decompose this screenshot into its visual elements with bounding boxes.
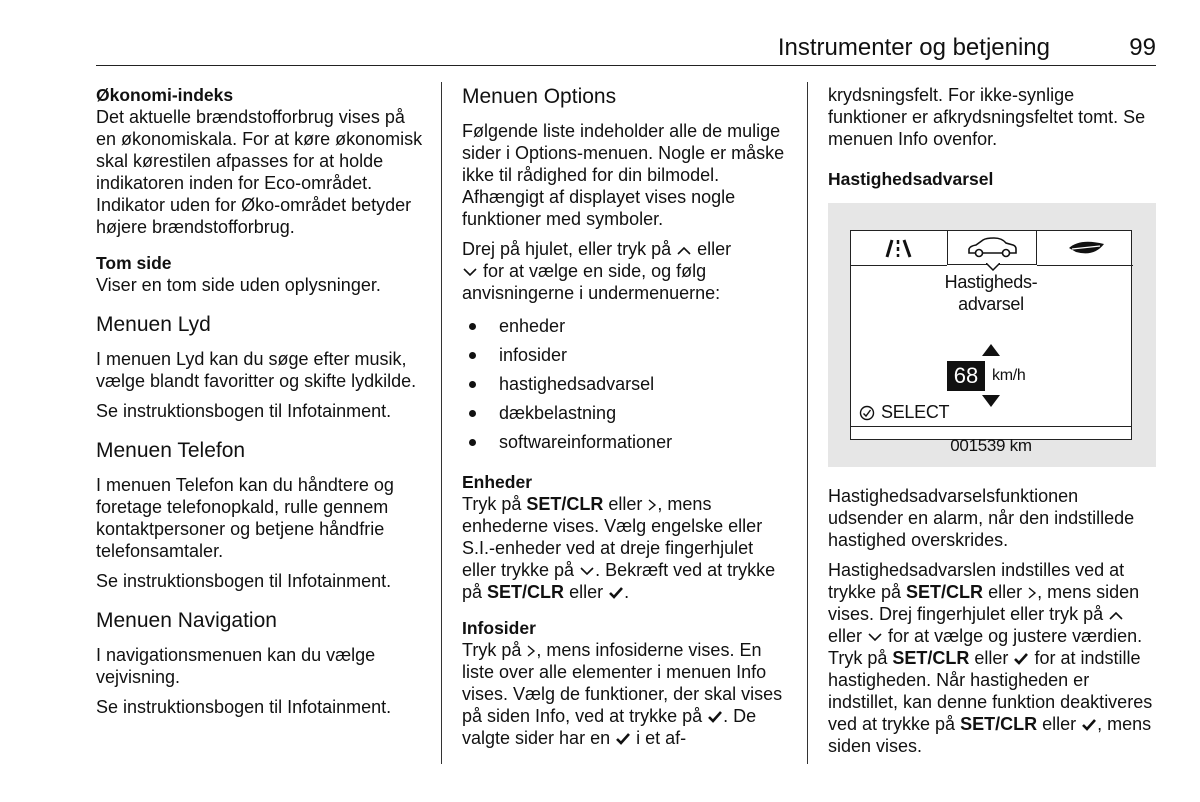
text: , mens siden vises. [828,714,1152,756]
chevron-down-icon [867,631,883,643]
text: eller [1042,714,1077,734]
section-heading-hastighedsadvarsel: Hastighedsadvarsel [828,169,994,189]
checkmark-icon [1081,719,1097,731]
list-item [462,341,792,370]
column-3-lower [828,485,1158,765]
column-divider-1 [441,82,442,764]
bullet [469,323,476,330]
heading-menuen-telefon: Menuen Telefon [96,439,246,462]
paragraph-hastighed-1: Hastighedsadvarselsfunktionen udsender en alarm, når den indstillede hastighed overskrides. [828,486,1135,550]
text: Tryk på [462,494,522,514]
page-number: 99 [1129,34,1156,61]
list-item-label: hastighedsadvarsel [499,374,655,394]
chevron-right-icon [1027,587,1037,599]
leaf-icon [1066,238,1108,258]
chevron-up-icon [1108,609,1124,621]
setclr-label: SET/CLR [960,714,1038,734]
display-illustration [828,203,1156,467]
column-3 [828,84,1158,190]
list-item-label: infosider [499,345,568,365]
list-item-label: enheder [499,316,566,336]
paragraph-hastighed-2 [828,559,1158,757]
tab-underline [1037,265,1133,266]
display-title [851,271,1131,315]
chevron-right-icon [526,645,536,657]
text: Drej på hjulet, eller tryk på [462,239,672,259]
checkmark-icon [707,711,723,723]
chevron-up-icon [676,244,692,256]
text: eller [988,582,1023,602]
display-title-line: Hastigheds- [944,272,1038,292]
paragraph-navigation: I navigationsmenuen kan du vælge vejvisning. [96,645,376,687]
paragraph-lyd-ref: Se instruktionsbogen til Infotainment. [96,401,392,421]
paragraph-infosider [462,639,792,749]
tab-pointer [986,263,1000,271]
bullet [469,439,476,446]
checkmark-icon [608,587,624,599]
paragraph-oekonomi: Det aktuelle brændstofforbrug vises på en økonomiskala. For at køre økonomisk skal kørestilen afpasses for at holde indikatoren inden for Eco-området. Indikator uden for Øko-området betyder højere brændstofforbrug. [96,107,423,237]
paragraph-tom-side: Viser en tom side uden oplysninger. [96,275,381,295]
select-label: SELECT [881,402,950,422]
text: eller [974,648,1009,668]
section-heading-infosider: Infosider [462,618,536,638]
speed-unit: km/h [992,367,1026,384]
paragraph-telefon-ref: Se instruktionsbogen til Infotainment. [96,571,392,591]
section-heading-oekonomi: Økonomi-indeks [96,85,234,105]
text: krydsningsfelt. For ikke-synlige funktioner er afkrydsningsfeltet tomt. Se [828,85,1146,127]
column-2 [462,84,792,757]
odometer-divider [851,426,1131,427]
section-heading-tom-side: Tom side [96,253,172,273]
arrow-down-icon [982,395,1000,407]
paragraph-turn-wheel [462,238,792,304]
text: eller [828,626,863,646]
text: Tryk på [462,640,522,660]
speed-value: 68 [947,361,985,391]
eco-tab [1057,231,1117,265]
list-item [462,312,792,341]
check-circle-icon [859,405,875,421]
text: Hastighedsadvarslen indstilles ved at trykke på [828,560,1125,602]
paragraph-telefon: I menuen Telefon kan du håndtere og foretage telefonopkald, rulle gennem kontaktpersoner og betjene håndfrie telefonsamtaler. [96,475,394,561]
heading-menuen-navigation: Menuen Navigation [96,609,277,632]
list-item [462,428,792,457]
paragraph-navigation-ref: Se instruktionsbogen til Infotainment. [96,697,392,717]
list-item-label: softwareinformationer [499,432,673,452]
setclr-label: SET/CLR [526,494,604,514]
text: eller [569,582,604,602]
instrument-display [850,230,1132,455]
bullet [469,352,476,359]
header-divider [96,65,1156,66]
text: for at vælge og justere værdien. Tryk på [828,626,1143,668]
odometer-readout: 001539 km [950,436,1032,455]
list-item-label: dækbelastning [499,403,617,423]
text: for at indstille hastigheden. Når hastigheden er indstillet, kan denne funktion deaktiveres ved at trykke på [828,648,1153,734]
checkmark-icon [615,733,631,745]
text: , mens enhederne vises. Vælg engelske eller S.I.-enheder ved at dreje fingerhjulet eller trykke på [462,494,763,580]
heading-menuen-options: Menuen Options [462,85,617,108]
text: i et af- [636,728,687,748]
tab-underline [851,265,947,266]
page-header-title: Instrumenter og betjening [777,34,1050,61]
chevron-down-icon [462,266,478,278]
list-item [462,399,792,428]
list-item [462,370,792,399]
setclr-label: SET/CLR [906,582,984,602]
display-title-line: advarsel [958,294,1024,314]
column-1 [96,84,428,726]
paragraph-options: Følgende liste indeholder alle de mulige sider i Options-menuen. Nogle er måske ikke til rådighed for din bilmodel. Afhængigt af displayet vises nogle funktioner med symboler. [462,121,785,229]
section-heading-enheder: Enheder [462,472,533,492]
chevron-right-icon [647,499,657,511]
options-list [462,312,792,457]
arrow-up-icon [982,344,1000,356]
text: . De valgte sider har en [462,706,757,748]
bullet [469,381,476,388]
road-lanes-tab [873,231,923,265]
paragraph-lyd: I menuen Lyd kan du søge efter musik, vælge blandt favoritter og skifte lydkilde. [96,349,417,391]
paragraph-continuation [828,84,1158,150]
text: for at vælge en side, og følg anvisningerne i undermenuerne: [462,261,721,303]
heading-menuen-lyd: Menuen Lyd [96,313,211,336]
text: . Bekræft ved at trykke på [462,560,776,602]
setclr-label: SET/CLR [892,648,970,668]
road-lanes-icon [876,237,920,259]
text: , mens siden vises. Drej fingerhjulet eller tryk på [828,582,1140,624]
text: , mens infosiderne vises. En liste over alle elementer i menuen Info vises. Vælg de funktioner, der skal vises på siden Info, ved at trykke på [462,640,783,726]
vehicle-tab [947,231,1037,265]
text: eller [697,239,732,259]
select-prompt [859,402,949,423]
paragraph-enheder [462,493,792,603]
text: . [624,582,630,602]
checkmark-icon [1013,653,1029,665]
text: eller [608,494,643,514]
car-icon [964,237,1020,259]
text: ovenfor. [933,129,998,149]
bullet [469,410,476,417]
setclr-label: SET/CLR [487,582,565,602]
chevron-down-icon [579,565,595,577]
menu-info-reference: menuen Info [828,129,929,149]
column-divider-2 [807,82,808,764]
